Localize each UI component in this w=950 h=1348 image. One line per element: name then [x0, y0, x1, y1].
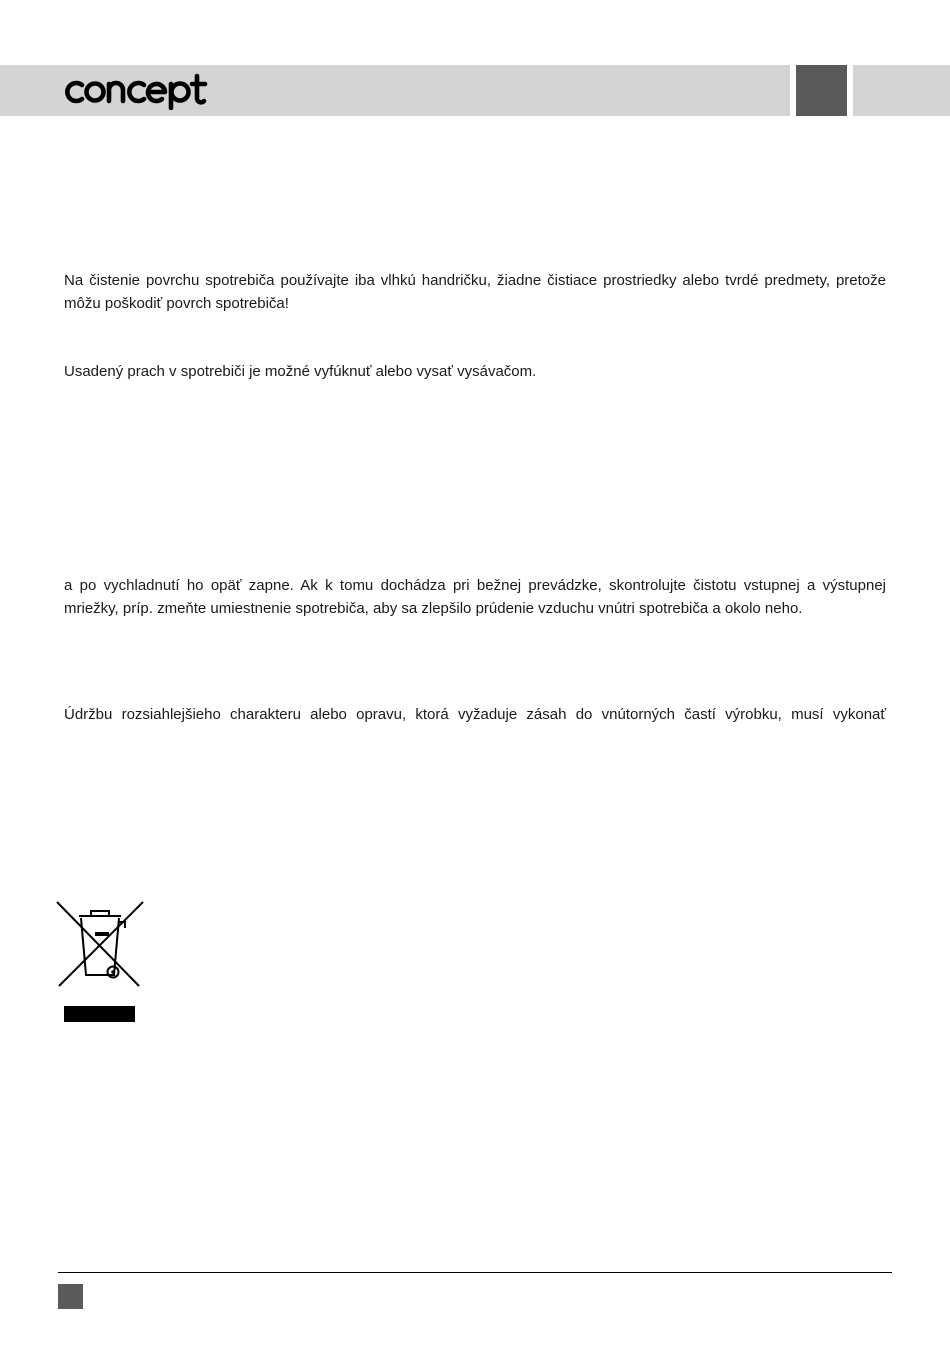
footer-divider: [58, 1272, 892, 1273]
crossed-out-wheelie-bin-icon: [55, 900, 145, 990]
overheating-paragraph: a po vychladnutí ho opäť zapne. Ak k tomu dochádza pri bežnej prevádzke, skontrolujte čistotu vstupnej a výstupnej mriežky, príp. zmeňte umiestnenie spotrebiča, aby sa zlepšilo prúdenie vzduchu vnútri spotrebiča a okolo neho.: [64, 577, 886, 617]
footer-accent-block: [58, 1284, 83, 1309]
concept-logo: [63, 70, 225, 110]
maintenance-paragraph: Údržbu rozsiahlejšieho charakteru alebo opravu, ktorá vyžaduje zásah do vnútorných častí výrobku, musí vykonať: [64, 706, 886, 723]
header-right-band: [853, 65, 950, 116]
weee-underline-bar: [64, 1006, 135, 1022]
header-accent-block: [796, 65, 847, 116]
dust-removal-paragraph: Usadený prach v spotrebiči je možné vyfúknuť alebo vysať vysávačom.: [64, 363, 537, 380]
cleaning-instruction-paragraph: Na čistenie povrchu spotrebiča používajte iba vlhkú handričku, žiadne čistiace prostriedky alebo tvrdé predmety, pretože môžu poškodiť povrch spotrebiča!: [64, 272, 886, 312]
